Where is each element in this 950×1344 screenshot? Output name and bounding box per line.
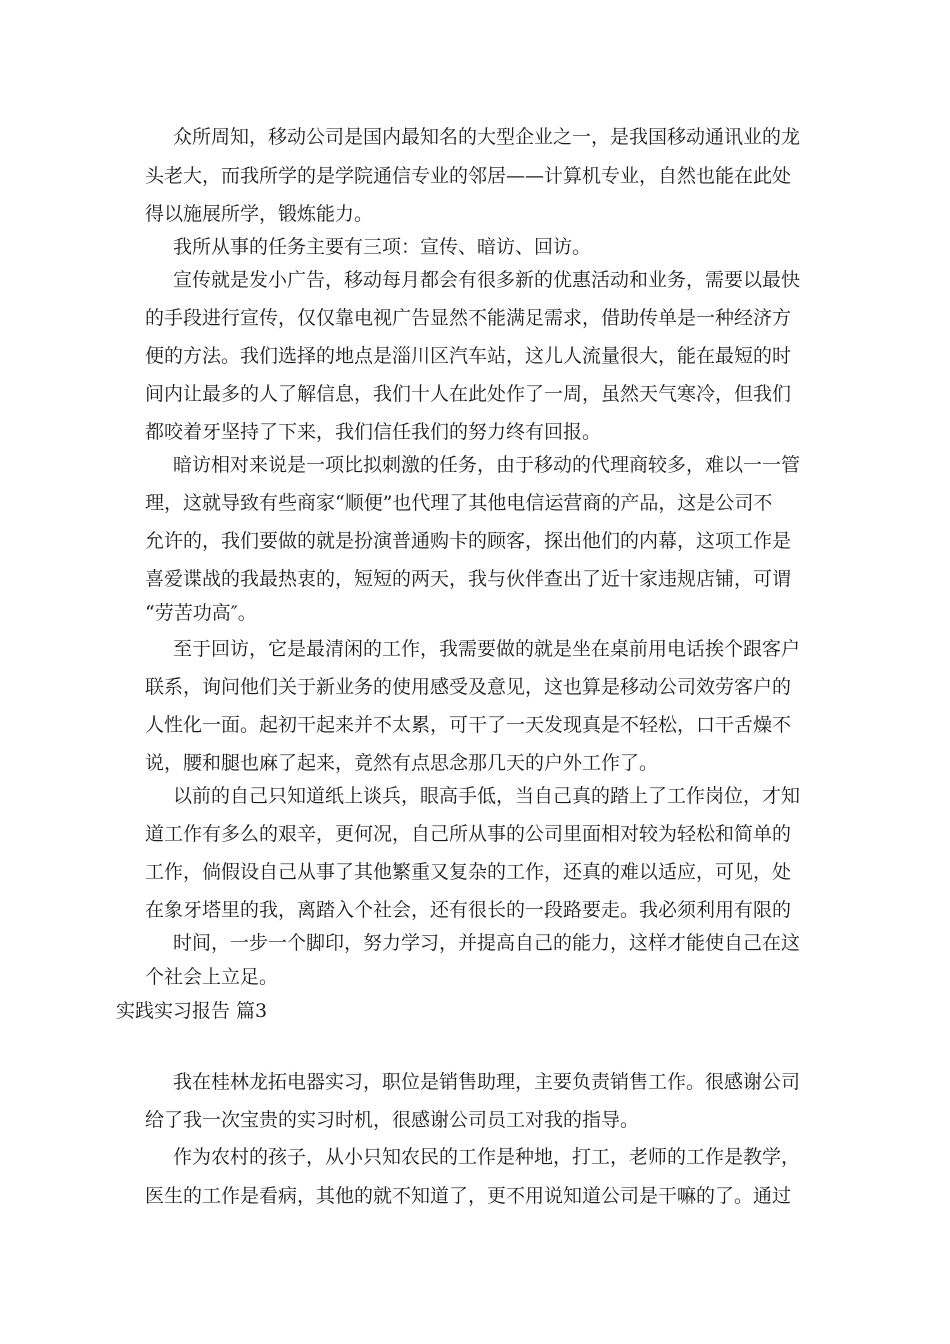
text-line: “劳苦功高″。 [145, 602, 257, 624]
text-line: 都咬着牙坚持了下来，我们信任我们的努力终有回报。 [145, 421, 602, 443]
text-line: 工作，倘假设自己从事了其他繁重又复杂的工作，还真的难以适应，可见，处 [145, 861, 792, 883]
text-line: 允许的，我们要做的就是扮演普通购卡的顾客，探出他们的内幕，这项工作是 [145, 530, 792, 552]
text-line: 人性化一面。起初干起来并不太累，可干了一天发现真是不轻松，口干舌燥不 [145, 714, 792, 736]
text-line: 众所周知，移动公司是国内最知名的大型企业之一，是我国移动通讯业的龙 [173, 126, 801, 148]
text-line: 宣传就是发小广告，移动每月都会有很多新的优惠活动和业务，需要以最快 [173, 269, 801, 291]
text-line: 间内让最多的人了解信息，我们十人在此处作了一周，虽然天气寒冷，但我们 [145, 383, 792, 405]
text-line: 在象牙塔里的我，离踏入个社会，还有很长的一段路要走。我必须利用有限的 [145, 899, 792, 921]
text-line: 的手段进行宣传，仅仅靠电视广告显然不能满足需求，借助传单是一种经济方 [145, 307, 792, 329]
text-line: 暗访相对来说是一项比拟刺激的任务，由于移动的代理商较多，难以一一管 [173, 454, 801, 476]
text-line: 时间，一步一个脚印，努力学习，并提高自己的能力，这样才能使自己在这 [173, 932, 801, 954]
text-line: 得以施展所学，锻炼能力。 [145, 203, 374, 225]
text-line: 我所从事的任务主要有三项：宣传、暗访、回访。 [173, 236, 592, 258]
text-line: 理，这就导致有些商家“顺便”也代理了其他电信运营商的产品，这是公司不 [145, 492, 773, 514]
text-line: 道工作有多么的艰辛，更何况，自己所从事的公司里面相对较为轻松和简单的 [145, 823, 792, 845]
text-line: 喜爱谍战的我最热衷的，短短的两天，我与伙伴查出了近十家违规店铺，可谓 [145, 568, 792, 590]
text-line: 头老大，而我所学的是学院通信专业的邻居——计算机专业，自然也能在此处 [145, 165, 792, 187]
text-line: 作为农村的孩子，从小只知农民的工作是种地，打工，老师的工作是教学， [173, 1146, 801, 1168]
text-line: 便的方法。我们选择的地点是淄川区汽车站，这儿人流量很大，能在最短的时 [145, 345, 792, 367]
text-line: 我在桂林龙拓电器实习，职位是销售助理，主要负责销售工作。很感谢公司 [173, 1071, 801, 1093]
text-line: 个社会上立足。 [145, 966, 279, 988]
text-line: 说，腰和腿也麻了起来，竟然有点思念那几天的户外工作了。 [145, 752, 659, 774]
section-heading: 实践实习报告 篇3 [116, 1000, 268, 1022]
text-line: 给了我一次宝贵的实习时机，很感谢公司员工对我的指导。 [145, 1109, 640, 1131]
text-line: 至于回访，它是最清闲的工作，我需要做的就是坐在桌前用电话挨个跟客户 [173, 638, 801, 660]
text-line: 医生的工作是看病，其他的就不知道了，更不用说知道公司是干嘛的了。通过 [145, 1185, 792, 1207]
text-line: 以前的自己只知道纸上谈兵，眼高手低，当自己真的踏上了工作岗位，才知 [173, 785, 801, 807]
text-line: 联系，询问他们关于新业务的使用感受及意见，这也算是移动公司效劳客户的 [145, 676, 792, 698]
